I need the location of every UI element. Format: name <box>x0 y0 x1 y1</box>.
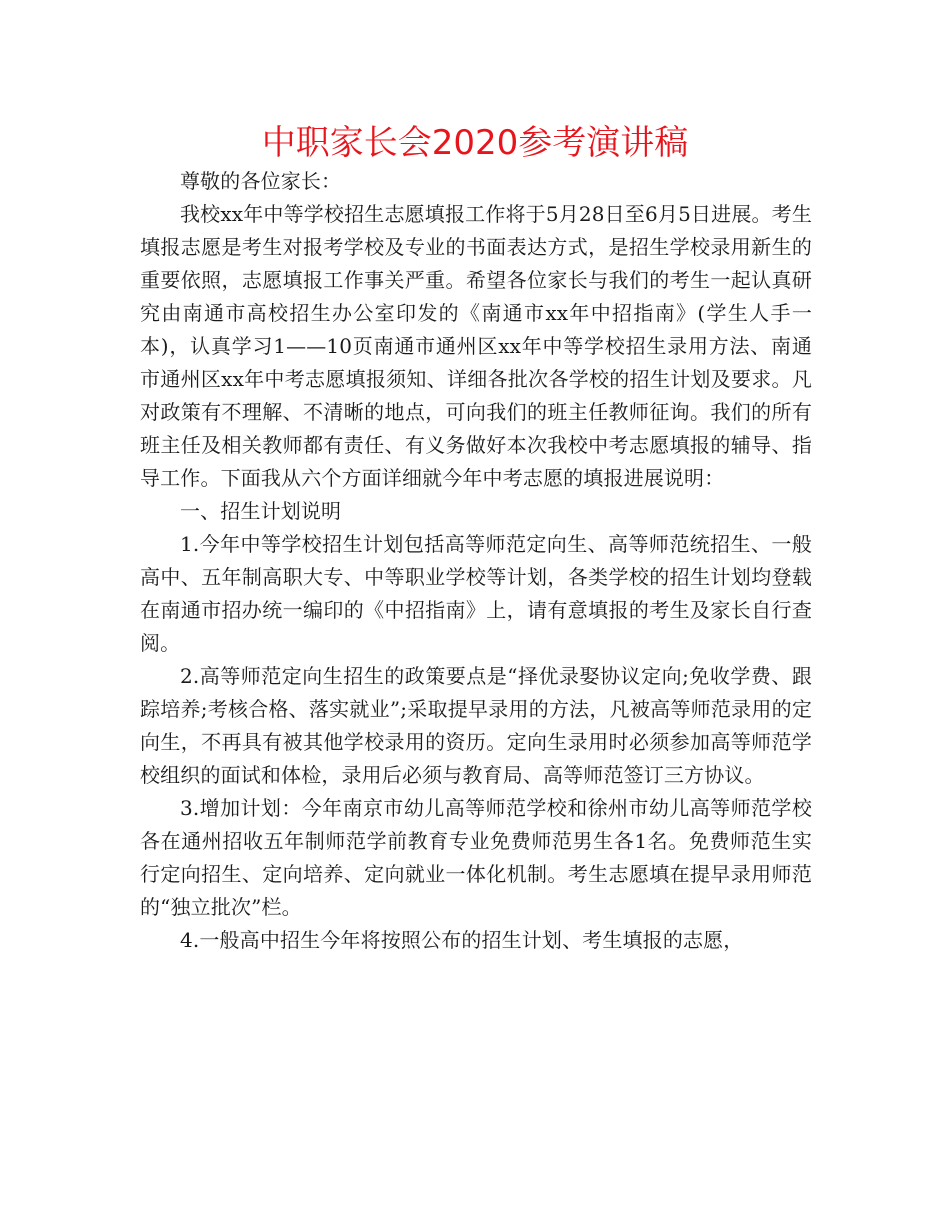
item-paragraph-4: 4.一般高中招生今年将按照公布的招生计划、考生填报的志愿， <box>180 928 744 952</box>
item-paragraph-1: 1.今年中等学校招生计划包括高等师范定向生、高等师范统招生、一般高中、五年制高职大专、中等职业学校等计划，各类学校的招生计划均登载在南通市招办统一编印的《中招指南》上，请有意填报的考生及家长自行查阅。 <box>140 532 812 655</box>
document-title: 中职家长会2020参考演讲稿 <box>261 123 689 163</box>
item-paragraph-2: 2.高等师范定向生招生的政策要点是“择优录娶协议定向;免收学费、跟踪培养;考核合格、落实就业”;采取提早录用的方法，凡被高等师范录用的定向生，不再具有被其他学校录用的资历。定向生录用时必须参加高等师范学校组织的面试和体检，录用后必须与教育局、高等师范签订三方协议。 <box>140 664 812 787</box>
greeting-paragraph: 尊敬的各位家长： <box>180 169 342 193</box>
document-body <box>140 165 812 957</box>
section-heading: 一、招生计划说明 <box>180 499 342 523</box>
intro-paragraph: 我校xx年中等学校招生志愿填报工作将于5月28日至6月5日进展。考生填报志愿是考生对报考学校及专业的书面表达方式，是招生学校录用新生的重要依照，志愿填报工作事关严重。希望各位家长与我们的考生一起认真研究由南通市高校招生办公室印发的《南通市xx年中招指南》(学生人手一本)，认真学习1——10页南通市通州区xx年中等学校招生录用方法、南通市通州区xx年中考志愿填报须知、详细各批次各学校的招生计划及要求。凡对政策有不理解、不清晰的地点，可向我们的班主任教师征询。我们的所有班主任及相关教师都有责任、有义务做好本次我校中考志愿填报的辅导、指导工作。下面我从六个方面详细就今年中考志愿的填报进展说明： <box>140 202 812 490</box>
item-paragraph-3: 3.增加计划：今年南京市幼儿高等师范学校和徐州市幼儿高等师范学校各在通州招收五年制师范学前教育专业免费师范男生各1名。免费师范生实行定向招生、定向培养、定向就业一体化机制。考生志愿填在提早录用师范的“独立批次”栏。 <box>140 796 812 919</box>
